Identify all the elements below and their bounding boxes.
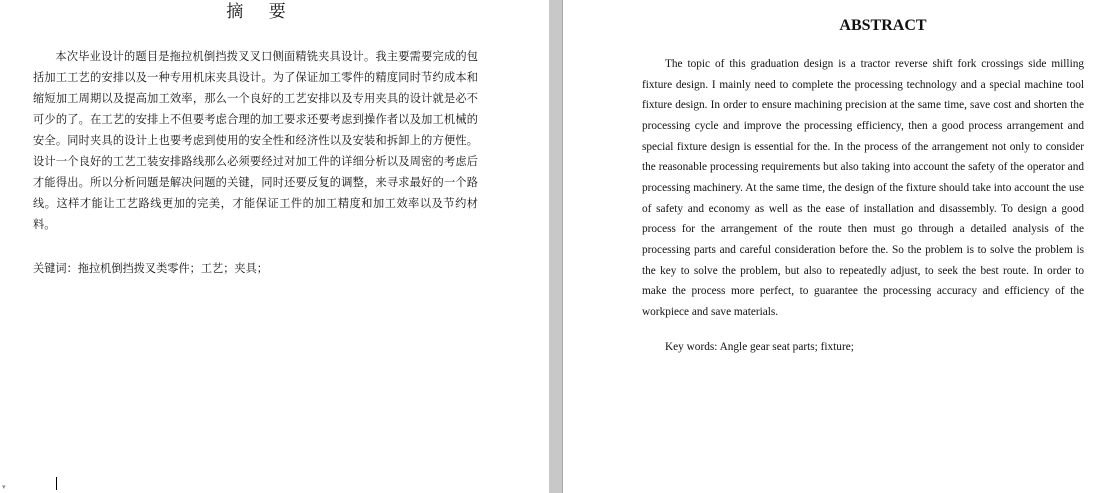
text-cursor	[56, 477, 57, 490]
page-gutter	[549, 0, 563, 493]
english-abstract-body[interactable]: The topic of this graduation design is a tractor reverse shift fork crossings side milling fixture design. I mainly need to complete the processing technology and a special machine tool fixture design. In order to ensure machining precision at the same time, save cost and shorten the processing cycle and improve the processing efficiency, then a good process arrangement and special fixture design is essential for the. In the process of the arrangement not only to consider the reasonable processing requirements but also taking into account the safety of the operator and processing machinery. At the same time, the design of the fixture should take into account the use of safety and economy as well as the ease of installation and disassembly. To design a good process for the arrangement of the route then must go through a detailed analysis of the processing parts and careful consideration before the. So the problem is to solve the problem is the key to solve the problem, but also to repeatedly adjust, to seek the best route. In order to make the process more perfect, to guarantee the processing accuracy and efficiency of the workpiece and save materials.	[642, 58, 1084, 318]
chinese-keywords[interactable]: 关键词：拖拉机倒挡拨叉类零件；工艺；夹具；	[33, 262, 268, 275]
english-keywords[interactable]: Key words: Angle gear seat parts; fixture;	[665, 341, 854, 353]
chinese-abstract-title: 摘 要	[226, 2, 296, 22]
document-page-english	[563, 0, 1106, 493]
document-page-chinese	[0, 0, 549, 493]
page-corner-mark: ▾	[2, 483, 6, 491]
english-abstract-title: ABSTRACT	[839, 17, 927, 34]
chinese-abstract-body[interactable]: 本次毕业设计的题目是拖拉机倒挡拨叉叉口侧面精铣夹具设计。我主要需要完成的包括加工工艺的安排以及一种专用机床夹具设计。为了保证加工零件的精度同时节约成本和缩短加工周期以及提高加工效率，那么一个良好的工艺安排以及专用夹具的设计就是必不可少的了。在工艺的安排上不但要考虑合理的加工要求还要考虑到操作者以及加工机械的安全。同时夹具的设计上也要考虑到使用的安全性和经济性以及安装和拆卸上的方便性。设计一个良好的工艺工装安排路线那么必须要经过对加工件的详细分析以及周密的考虑后才能得出。所以分析问题是解决问题的关键，同时还要反复的调整，来寻求最好的一个路线。这样才能让工艺路线更加的完美，才能保证工件的加工精度和加工效率以及节约材料。	[33, 50, 478, 231]
